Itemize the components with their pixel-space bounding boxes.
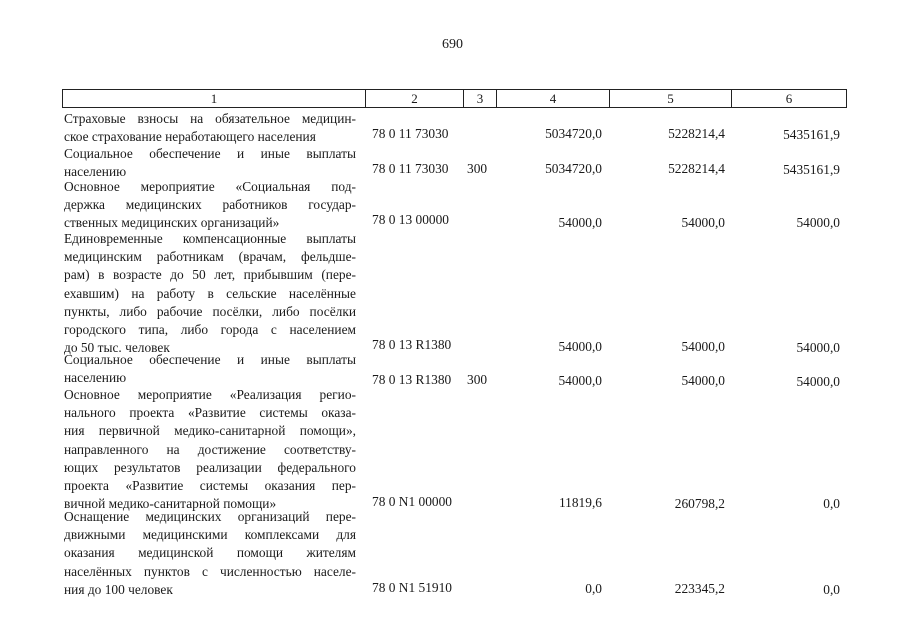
description-line: нального проекта «Развитие системы оказа- (64, 405, 356, 421)
description-line: населению (64, 164, 127, 180)
description-line: ющих результатов реализации федерального (64, 459, 356, 475)
amount-col-5: 54000,0 (681, 339, 725, 354)
amount-col-4: 54000,0 (558, 215, 602, 230)
amount-col-6: 5435161,9 (783, 127, 840, 142)
header-col-5: 5 (609, 89, 732, 108)
amount-col-5: 260798,2 (674, 496, 725, 511)
amount-col-5: 54000,0 (681, 215, 725, 230)
description-line: движными медицинскими комплексами для (64, 527, 356, 543)
page-number: 690 (442, 37, 463, 52)
target-code: 78 0 N1 00000 (372, 494, 452, 509)
description-line: ния до 100 человек (64, 581, 173, 597)
target-code: 78 0 11 73030 (372, 161, 449, 176)
amount-col-4: 11819,6 (558, 495, 602, 510)
description-line: проекта «Развитие системы оказания пер- (64, 477, 356, 493)
description-line: медицинским работникам (врачам, фельдше- (64, 249, 356, 265)
row-description (64, 508, 356, 599)
description-line: до 50 тыс. человек (64, 340, 170, 356)
description-line: Основное мероприятие «Реализация регио- (64, 387, 356, 402)
description-line: направленного на достижение соответству- (64, 441, 356, 457)
description-line: Страховые взносы на обязательное медицин- (64, 111, 356, 126)
description-line: Единовременные компенсационные выплаты (64, 231, 356, 246)
amount-col-4: 54000,0 (558, 373, 602, 388)
amount-col-4: 5034720,0 (545, 161, 602, 176)
amount-col-4: 5034720,0 (545, 126, 602, 141)
description-line: городского типа, либо города с населением (64, 321, 356, 337)
amount-col-5: 54000,0 (681, 373, 725, 388)
amount-col-6: 54000,0 (796, 374, 840, 389)
description-line: пункты, либо рабочие посёлки, либо посёлки (64, 303, 356, 319)
description-line: Социальное обеспечение и иные выплаты (64, 146, 356, 161)
expense-type: 300 (467, 372, 488, 387)
header-col-4: 4 (496, 89, 610, 108)
description-line: держка медицинских работников государ- (64, 197, 356, 213)
amount-col-4: 54000,0 (558, 339, 602, 354)
description-line: оказания медицинской помощи жителям (64, 545, 356, 561)
header-col-2: 2 (365, 89, 464, 108)
amount-col-5: 5228214,4 (668, 161, 725, 176)
target-code: 78 0 11 73030 (372, 126, 449, 141)
amount-col-4: 0,0 (585, 581, 602, 596)
description-line: ехавшим) на работу в сельские населённые (64, 285, 356, 301)
description-line: ния первичной медико-санитарной помощи», (64, 423, 356, 439)
amount-col-6: 5435161,9 (783, 162, 840, 177)
expense-type: 300 (467, 161, 488, 176)
header-col-3: 3 (463, 89, 497, 108)
description-line: ственных медицинских организаций» (64, 215, 280, 231)
header-col-1: 1 (62, 89, 366, 108)
description-line: вичной медико-санитарной помощи» (64, 496, 277, 512)
row-description (64, 145, 356, 181)
description-line: Социальное обеспечение и иные выплаты (64, 352, 356, 367)
target-code: 78 0 N1 51910 (372, 580, 452, 595)
description-line: рам) в возрасте до 50 лет, прибывшим (пере- (64, 267, 356, 283)
target-code: 78 0 13 00000 (372, 212, 449, 227)
description-line: Основное мероприятие «Социальная под- (64, 179, 356, 194)
description-line: населённых пунктов с численностью населе- (64, 563, 356, 579)
row-description (64, 351, 356, 387)
row-description (64, 110, 356, 146)
row-description (64, 386, 356, 513)
row-description (64, 178, 356, 233)
amount-col-6: 54000,0 (796, 340, 840, 355)
header-col-6: 6 (731, 89, 847, 108)
row-description (64, 230, 356, 357)
description-line: Оснащение медицинских организаций пере- (64, 509, 356, 524)
target-code: 78 0 13 R1380 (372, 372, 452, 387)
target-code: 78 0 13 R1380 (372, 337, 452, 352)
amount-col-6: 54000,0 (796, 215, 840, 230)
description-line: населению (64, 370, 127, 386)
amount-col-6: 0,0 (823, 582, 840, 597)
amount-col-6: 0,0 (823, 496, 840, 511)
description-line: ское страхование неработающего населения (64, 129, 316, 145)
amount-col-5: 5228214,4 (668, 126, 725, 141)
amount-col-5: 223345,2 (674, 581, 725, 596)
